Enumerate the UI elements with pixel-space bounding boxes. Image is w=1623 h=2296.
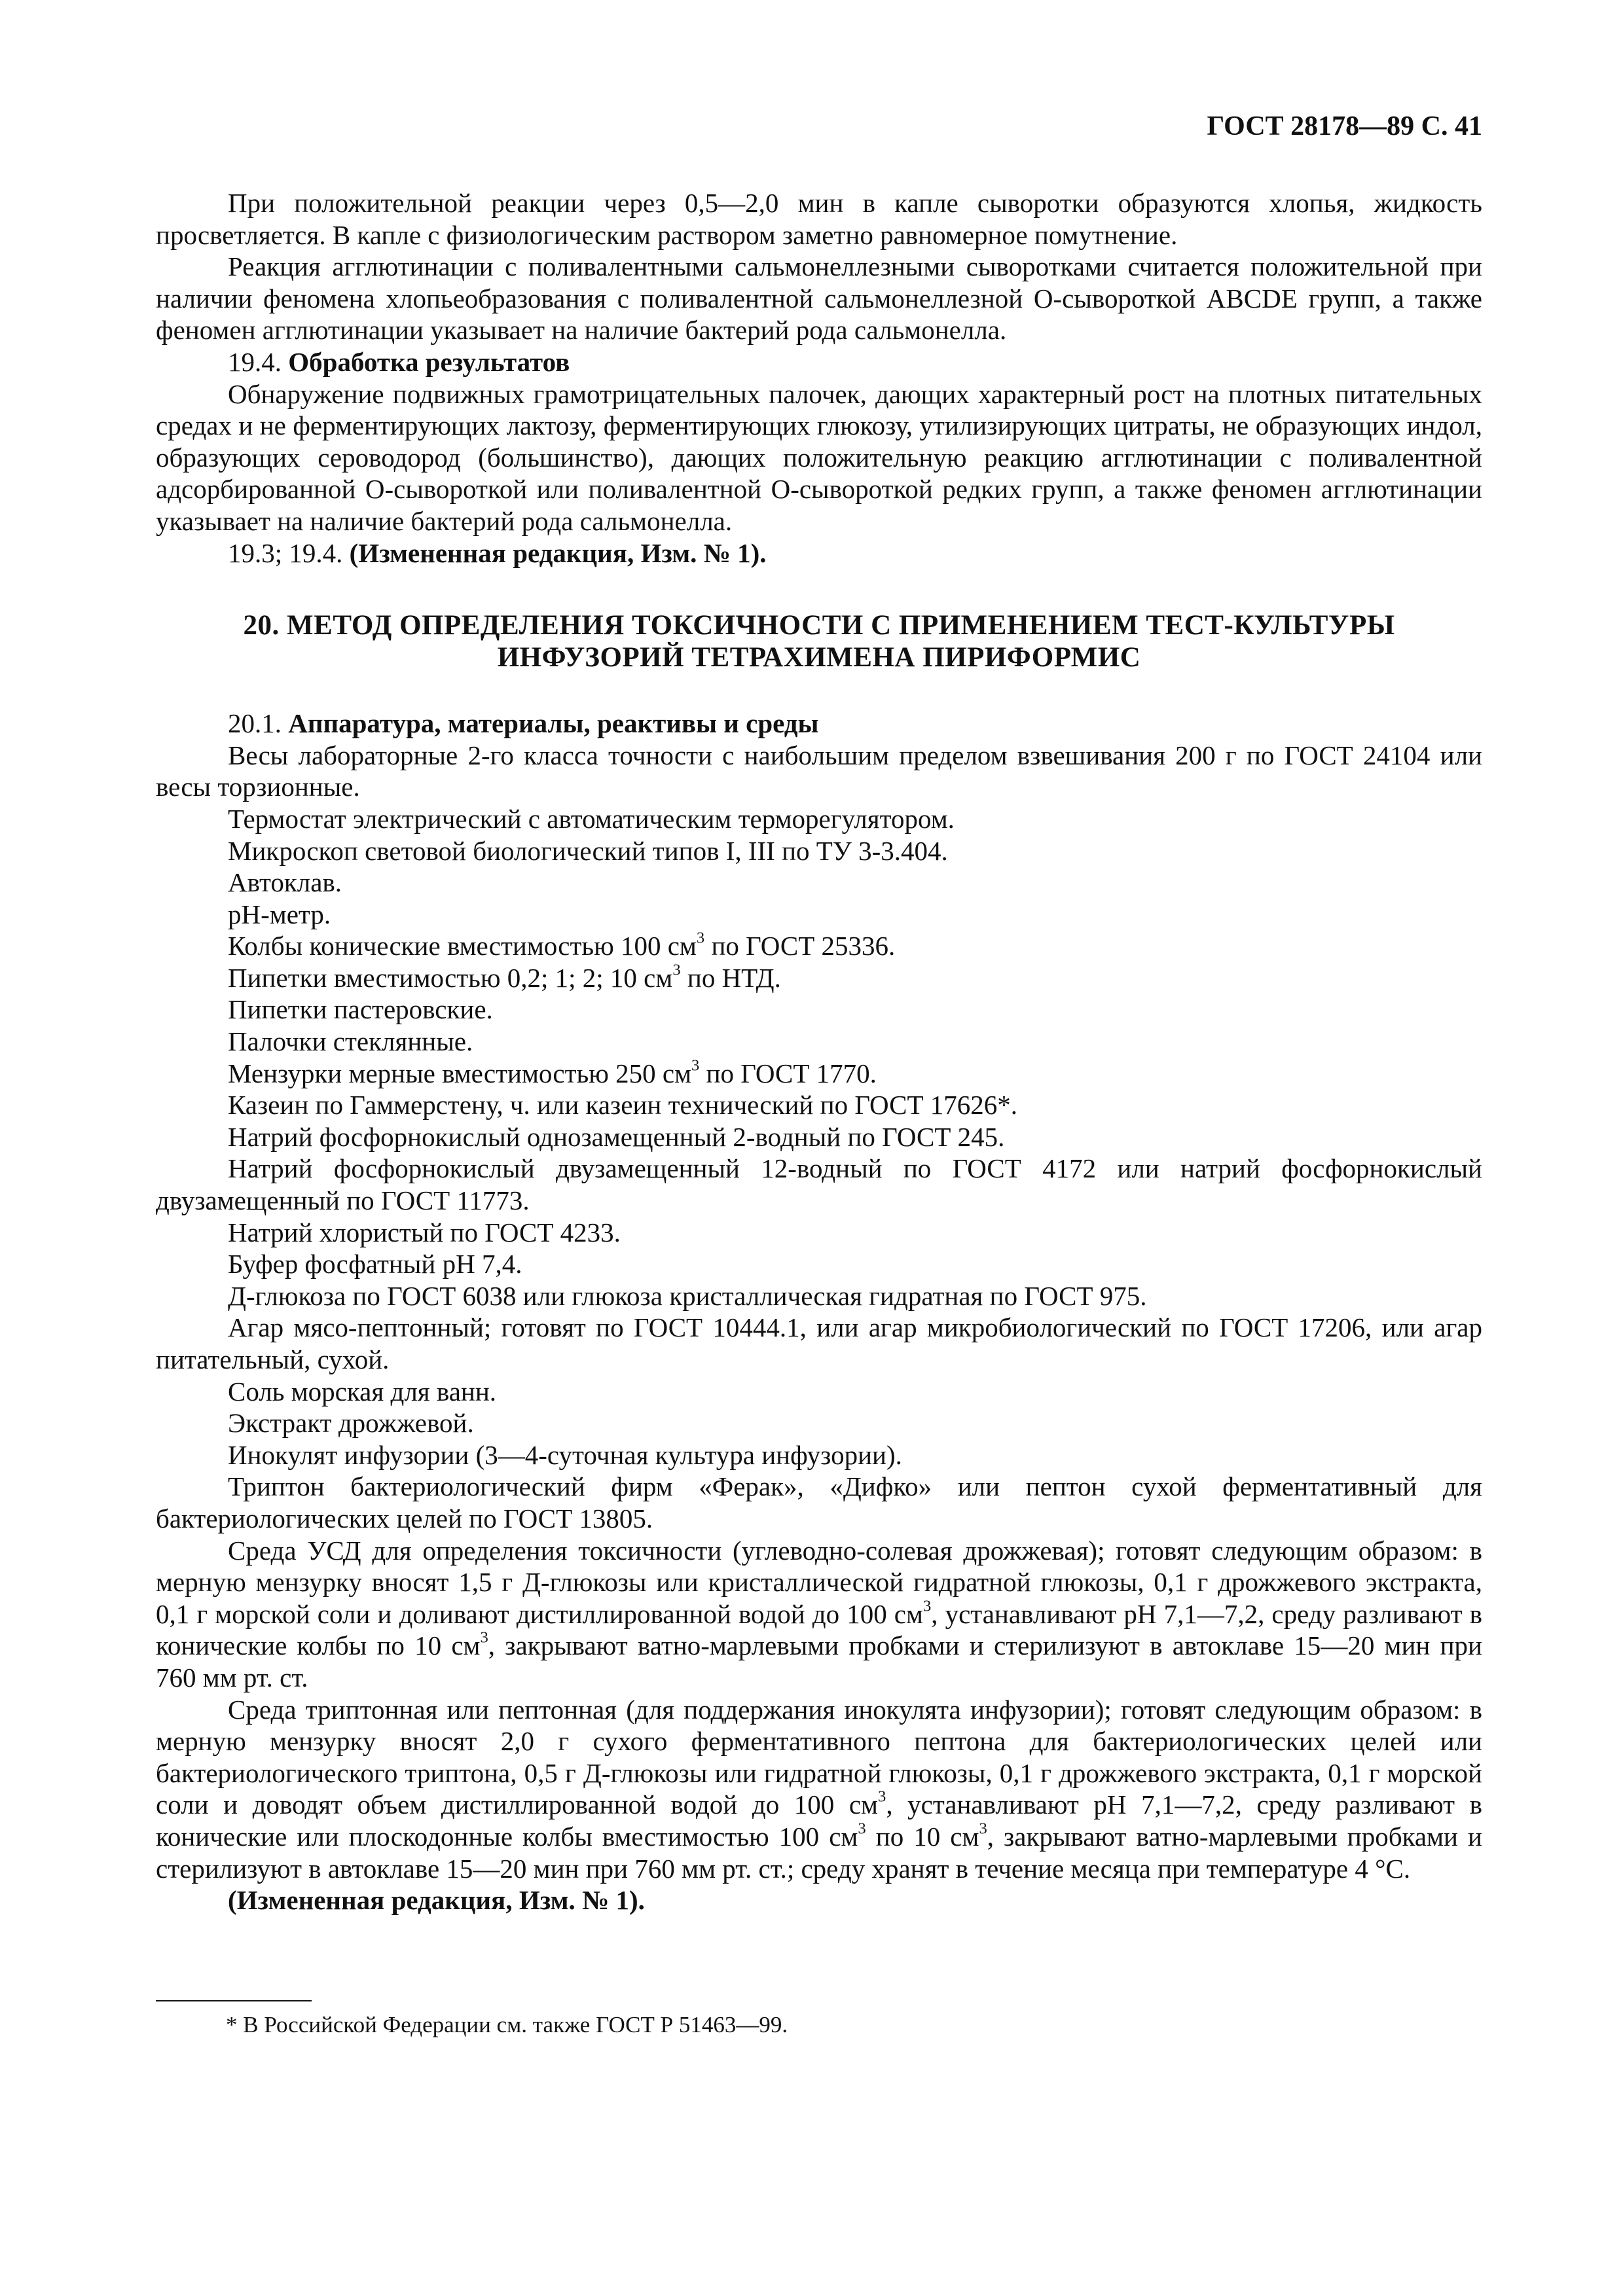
list-item: рН-метр. — [228, 899, 331, 929]
paragraph-tryptone-medium — [156, 1694, 1482, 1885]
list-item — [156, 930, 1482, 962]
list-item-text: Мензурки мерные вместимостью 250 см — [228, 1058, 692, 1088]
list-item — [156, 1058, 1482, 1090]
paragraph-results: Обнаружение подвижных грамотрицательных палочек, дающих характерный рост на плотных питательных средах и не ферментирующих лактозу, ферментирующих глюкозу, утилизирующих цитраты, не образующих индол, образующих сероводород (большинство), дающих положительную реакцию агглютинации с поливалентной адсорбированной О-сывороткой или поливалентной О-сывороткой редких групп, а также феномен агглютинации указывает на наличие бактерий рода сальмонелла. — [156, 378, 1482, 536]
footnote-divider — [156, 2000, 312, 2001]
section-title-line-1: 20. МЕТОД ОПРЕДЕЛЕНИЯ ТОКСИЧНОСТИ С ПРИМЕНЕНИЕМ ТЕСТ-КУЛЬТУРЫ — [243, 610, 1395, 641]
amendment-text: (Измененная редакция, Изм. № 1). — [228, 1885, 645, 1916]
list-item: Триптон бактериологический фирм «Ферак», «Дифко» или пептон сухой ферментативный для бактериологических целей по ГОСТ 13805. — [156, 1471, 1482, 1534]
section-title-line-2: ИНФУЗОРИЙ ТЕТРАХИМЕНА ПИРИФОРМИС — [497, 642, 1141, 673]
list-item: Палочки стеклянные. — [228, 1026, 473, 1057]
list-item: Микроскоп световой биологический типов I, III по ТУ 3-3.404. — [228, 835, 948, 866]
list-item: Натрий фосфорнокислый однозамещенный 2-водный по ГОСТ 245. — [228, 1121, 1005, 1152]
paragraph-reaction: При положительной реакции через 0,5—2,0 мин в капле сыворотки образуются хлопья, жидкость просветляется. В капле с физиологическим раствором заметно равномерное помутнение. — [156, 188, 1482, 250]
list-item: Термостат электрический с автоматическим терморегулятором. — [228, 803, 955, 834]
list-item-text: по ГОСТ 25336. — [704, 931, 896, 961]
paragraph-text: Среда УСД для определения токсичности (углеводно-солевая дрожжевая); готовят следующим образом: в мерную мензурку вносят 1,5 г Д-глюкозы или кристаллической гидратной глюкозы, 0,1 г дрожжевого экстракта, 0,1 г морской соли и доливают дистиллированной водой до 100 см — [156, 1535, 1482, 1629]
list-item: Инокулят инфузории (3—4-суточная культура инфузории). — [228, 1439, 902, 1470]
superscript: 3 — [480, 1628, 488, 1647]
list-item-text: Пипетки вместимостью 0,2; 1; 2; 10 см — [228, 962, 673, 993]
amendment-note — [156, 537, 1482, 569]
list-item: Натрий хлористый по ГОСТ 4233. — [228, 1217, 621, 1247]
list-item: Д-глюкоза по ГОСТ 6038 или глюкоза кристаллическая гидратная по ГОСТ 975. — [228, 1280, 1147, 1311]
paragraph-text: , закрывают ватно-марлевыми пробками и стерилизуют в автоклаве 15—20 мин при 760 мм рт. ст.; среду хранят в течение месяца при температуре 4 °С. — [156, 1821, 1482, 1884]
superscript: 3 — [878, 1787, 886, 1806]
paragraph-text: , закрывают ватно-марлевыми пробками и стерилизуют в автоклаве 15—20 мин при 760 мм рт. ст. — [156, 1630, 1482, 1693]
paragraph-text: Среда триптонная или пептонная (для поддержания инокулята инфузории); готовят следующим образом: в мерную мензурку вносят 2,0 г сухого ферментативного пептона для бактериологических целей или бактериологического триптона, 0,5 г Д-глюкозы или гидратной глюкозы, 0,1 г дрожжевого экстракта, 0,1 г морской соли и доводят объем дистиллированной водой до 100 см — [156, 1694, 1482, 1820]
list-item: Буфер фосфатный рН 7,4. — [228, 1249, 522, 1280]
list-item-text: по НТД. — [680, 962, 781, 993]
footnote: * В Российской Федерации см. также ГОСТ Р 51463—99. — [226, 2012, 788, 2037]
amendment-prefix: 19.3; 19.4. — [228, 537, 343, 568]
page-header: ГОСТ 28178—89 С. 41 — [1207, 111, 1482, 141]
subsection-title: Аппаратура, материалы, реактивы и среды — [288, 708, 819, 739]
superscript: 3 — [922, 1597, 932, 1615]
list-item-text: по ГОСТ 1770. — [699, 1058, 877, 1088]
subsection-number: 20.1. — [228, 708, 282, 739]
superscript: 3 — [691, 1056, 700, 1075]
list-item: Пипетки пастеровские. — [228, 994, 493, 1025]
paragraph-text: , устанавливают рН 7,1—7,2, среду разливают в конические или плоскодонные колбы вместимостью 100 см — [156, 1789, 1483, 1852]
subsection-20-1-heading — [156, 708, 1482, 740]
paragraph-text: , устанавливают рН 7,1—7,2, среду разливают в конические колбы по 10 см — [156, 1598, 1482, 1661]
list-item — [156, 962, 1482, 994]
superscript: 3 — [979, 1820, 987, 1838]
list-item: Автоклав. — [228, 867, 342, 898]
list-item: Экстракт дрожжевой. — [228, 1408, 474, 1439]
list-item: Казеин по Гаммерстену, ч. или казеин технический по ГОСТ 17626*. — [228, 1090, 1017, 1121]
list-item: Соль морская для ванн. — [228, 1376, 497, 1407]
list-item: Весы лабораторные 2-го класса точности с наибольшим пределом взвешивания 200 г по ГОСТ 24104 или весы торзионные. — [156, 740, 1482, 802]
amendment-note — [156, 1884, 1482, 1916]
paragraph-agglutination: Реакция агглютинации с поливалентными сальмонеллезными сыворотками считается положительной при наличии феномена хлопьеобразования с поливалентной сальмонеллезной О-сывороткой ABCDE групп, а также феномен агглютинации указывает на наличие бактерий рода сальмонелла. — [156, 251, 1482, 346]
subsection-number: 19.4. — [228, 346, 282, 377]
paragraph-text: по 10 см — [866, 1821, 979, 1852]
section-20-heading — [156, 609, 1482, 673]
list-item: Натрий фосфорнокислый двузамещенный 12-водный по ГОСТ 4172 или натрий фосфорнокислый двузамещенный по ГОСТ 11773. — [156, 1153, 1482, 1216]
superscript: 3 — [672, 961, 681, 979]
list-item: Агар мясо-пептонный; готовят по ГОСТ 10444.1, или агар микробиологический по ГОСТ 17206, или агар питательный, сухой. — [156, 1312, 1482, 1374]
amendment-text: (Измененная редакция, Изм. № 1). — [349, 537, 767, 568]
superscript: 3 — [858, 1820, 866, 1838]
document-body — [156, 187, 1482, 1916]
superscript: 3 — [696, 929, 705, 947]
subsection-title: Обработка результатов — [288, 346, 570, 377]
subsection-19-4-heading — [156, 346, 1482, 378]
list-item-text: Колбы конические вместимостью 100 см — [228, 931, 697, 961]
paragraph-usd-medium — [156, 1535, 1482, 1694]
